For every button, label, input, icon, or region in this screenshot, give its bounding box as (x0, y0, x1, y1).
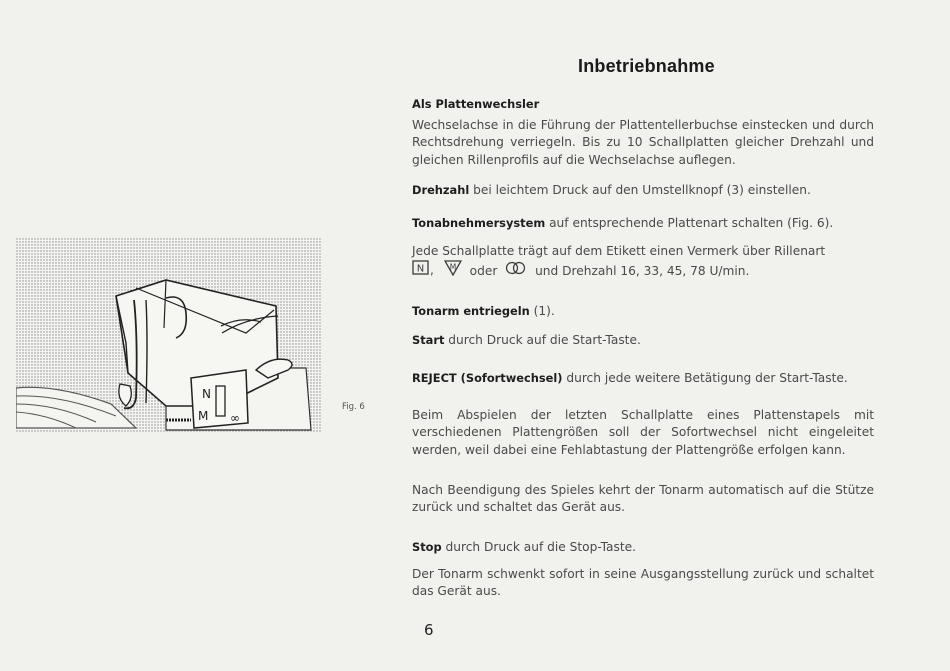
paragraph-start (412, 332, 874, 349)
paragraph-drehzahl (412, 182, 874, 199)
stop-text: durch Druck auf die Stop-Taste. (441, 540, 637, 554)
paragraph-intro: Wechselachse in die Führung der Plattentellerbuchse einstecken und durch Rechtsdrehung verriegeln. Bis zu 10 Schallplatten gleicher Drehzahl und gleichen Rillenprofils auf die Wechselachse auflegen. (412, 118, 874, 167)
paragraph-reject (412, 370, 874, 387)
paragraph-stop (412, 539, 874, 556)
paragraph-auto-return: Nach Beendigung des Spieles kehrt der Tonarm automatisch auf die Stütze zurück und schaltet das Gerät aus. (412, 483, 874, 515)
rillenart-rest: und Drehzahl 16, 33, 45, 78 U/min. (535, 263, 750, 278)
drehzahl-term: Drehzahl (412, 183, 470, 197)
tonarm-text: (1). (529, 304, 555, 318)
start-term: Start (412, 333, 445, 347)
switch-label-n: N (202, 387, 211, 401)
section-heading: Als Plattenwechsler (412, 97, 540, 111)
page-number: 6 (424, 621, 434, 639)
micro-groove-symbol (444, 260, 462, 281)
page-title: Inbetriebnahme (578, 56, 715, 76)
rillenart-line1: Jede Schallplatte trägt auf dem Etikett einen Vermerk über Rillenart (412, 244, 826, 258)
figure-label: Fig. 6 (342, 402, 365, 412)
tonabnehmer-term: Tonabnehmersystem (412, 216, 546, 230)
oder-word: oder (469, 263, 498, 278)
figure-tonearm-illustration (16, 238, 321, 432)
symbol-separator: , (430, 263, 434, 278)
micro-groove-letter: M (449, 262, 456, 272)
paragraph-return: Der Tonarm schwenkt sofort in seine Ausgangsstellung zurück und schaltet das Gerät aus. (412, 567, 874, 599)
paragraph-rillenart (412, 243, 874, 282)
normal-groove-letter: N (416, 263, 425, 275)
rillenart-line2 (412, 260, 874, 281)
tonabnehmer-text: auf entsprechende Plattenart schalten (Fig. 6). (545, 216, 834, 230)
reject-term: REJECT (Sofortwechsel) (412, 371, 563, 385)
paragraph-warning: Beim Abspielen der letzten Schallplatte eines Plattenstapels mit verschiedenen Plattengrößen soll der Sofortwechsel nicht eingeleitet werden, weil dabei eine Fehlabtastung der Plattengröße erfolgen kann. (412, 408, 874, 457)
start-text: durch Druck auf die Start-Taste. (444, 333, 641, 347)
reject-text: durch jede weitere Betätigung der Start-Taste. (562, 371, 848, 385)
switch-label-infinity: ∞ (230, 411, 240, 425)
stop-term: Stop (412, 540, 442, 554)
drehzahl-text: bei leichtem Druck auf den Umstellknopf (3) einstellen. (469, 183, 811, 197)
switch-label-m: M (198, 409, 209, 423)
paragraph-tonarm (412, 303, 874, 320)
stereo-symbol (505, 261, 527, 280)
normal-groove-symbol (412, 260, 430, 281)
tonarm-term: Tonarm entriegeln (412, 304, 530, 318)
paragraph-tonabnehmer (412, 215, 874, 232)
